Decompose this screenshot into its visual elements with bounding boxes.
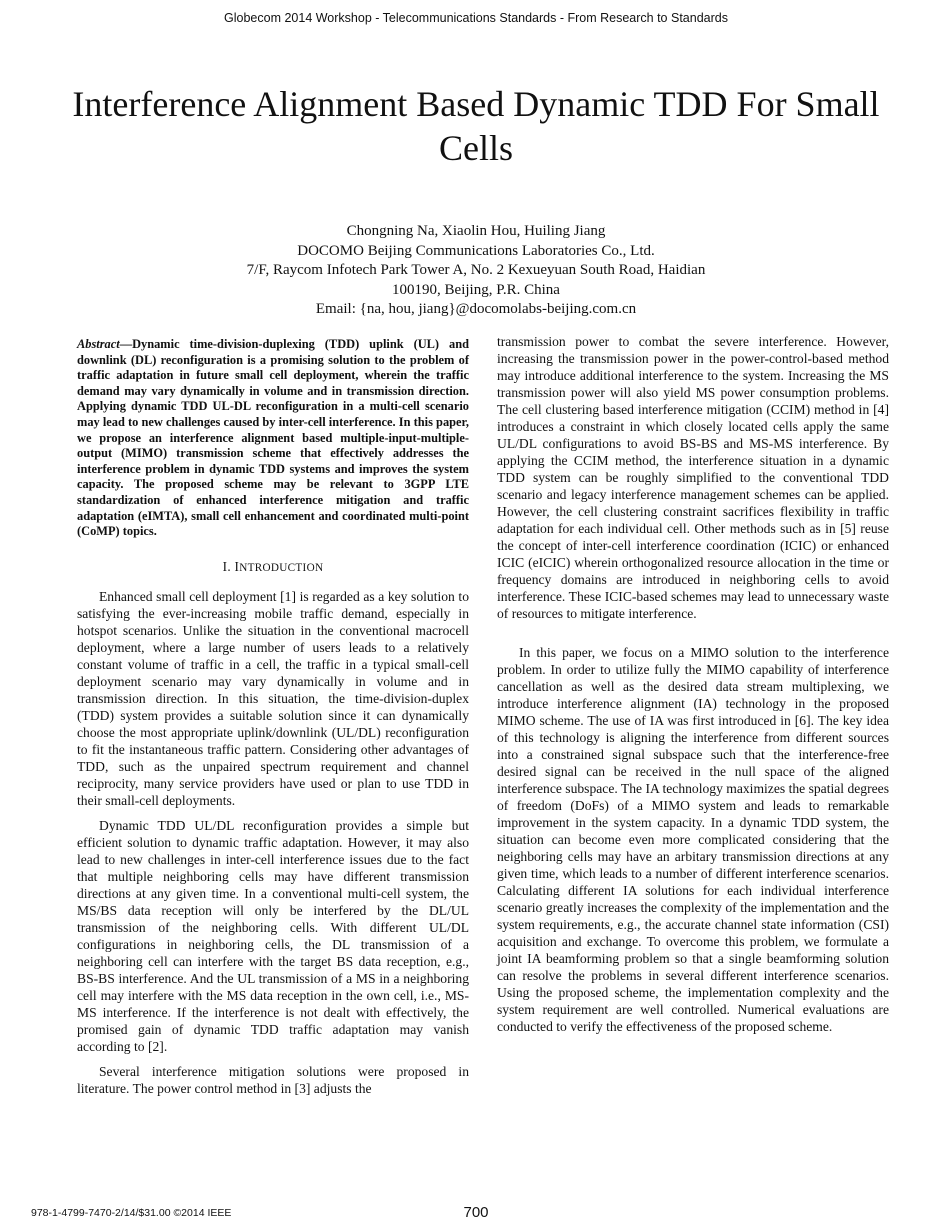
section-heading-introduction (77, 558, 469, 577)
running-header: Globecom 2014 Workshop - Telecommunications Standards - From Research to Standards (224, 11, 728, 25)
right-column (497, 333, 889, 1043)
author-block (100, 222, 852, 320)
paragraph-2: Dynamic TDD UL/DL reconfiguration provides a simple but efficient solution to dynamic traffic adaptation. However, it may also lead to new challenges in inter-cell interference issues due to the fact that multiple neighboring cells may have different transmission directions at any given time. In a conventional multi-cell system, the MS/BS data reception will only be interfered by the DL/UL transmission of the neighboring cells. With different UL/DL configurations in neighboring cells, the DL transmission of a neighboring cell can interfere with the target BS data reception, e.g., BS-BS interference. And the UL transmission of a MS in a neighboring cell may interfere with the MS data reception in the own cell, i.e., MS-MS interference. If the interference is not dealt with effectively, the promised gain of dynamic TDD traffic adaptation may vanish according to [2]. (77, 817, 469, 1054)
abstract (77, 337, 469, 540)
paragraph-3-continued: transmission power to combat the severe interference. However, increasing the transmission power in the power-control-based method may introduce additional interference to the system. Increasing the MS transmission power will also yield MS power consumption problems. The cell clustering based interference mitigation (CCIM) method in [4] introduces a constraint in which closely located cells apply the same UL/DL configurations to avoid BS-BS and MS-MS interference. By applying the CCIM method, the interference situation in a dynamic TDD system can be roughly simplified to the conventional TDD scenario and legacy interference management schemes can be applied. However, the cell clustering constraint sacrifices flexibility in traffic adaptation for each individual cell. Other methods such as in [5] reuse the concept of inter-cell interference coordination (ICIC) or enhanced ICIC (eICIC) wherein orthogonalized resource allocation in the time or frequency domains are introduced in neighboring cells to avoid interference. These ICIC-based schemes may lead to unnecessary waste of resources to mitigate interference. (497, 334, 889, 621)
page-number: 700 (463, 1204, 489, 1221)
section-numeral: I. (222, 558, 235, 574)
abstract-lead: Abstract (77, 337, 120, 351)
paper-title: Interference Alignment Based Dynamic TDD For Small Cells (72, 84, 880, 168)
affiliation: DOCOMO Beijing Communications Laboratories Co., Ltd. (297, 242, 655, 259)
address-line-1: 7/F, Raycom Infotech Park Tower A, No. 2 Kexueyuan South Road, Haidian (246, 262, 706, 278)
address-line-2: 100190, Beijing, P.R. China (392, 281, 560, 298)
section-initial: I (234, 558, 240, 574)
author-names: Chongning Na, Xiaolin Hou, Huiling Jiang (346, 223, 606, 239)
left-column (77, 337, 469, 1105)
abstract-text: —Dynamic time-division-duplexing (TDD) uplink (UL) and downlink (DL) reconfiguration is a promising solution to the problem of traffic adaptation in future small cell deployment, wherein the traffic demand may vary dynamically in volume and in transmission direction. Applying dynamic TDD UL-DL reconfiguration in a multi-cell scenario may lead to new challenges caused by inter-cell interference. In this paper, we propose an interference alignment based multiple-input-multiple-output (MIMO) transmission scheme that effectively addresses the interference problem in dynamic TDD systems and improves the system capacity. The proposed scheme may be relevant to 3GPP LTE standardization of enhanced interference mitigation and traffic adaptation (eIMTA), small cell enhancement and coordinated multi-point (CoMP) topics. (77, 337, 469, 539)
paragraph-4: In this paper, we focus on a MIMO solution to the interference problem. In order to utilize fully the MIMO capability of interference cancellation as well as the desired data stream multiplexing, we introduce interference alignment (IA) technology in the proposed MIMO scheme. The use of IA was first introduced in [6]. The key idea of this technology is aligning the interference from different sources into a constrained signal subspace such that the interference-free desired signal can be received in the null space of the aligned interference subspace. The IA technology maximizes the spatial degrees of freedom (DoFs) of a MIMO system and leads to remarkable improvement in the system capacity. In a dynamic TDD system, the situation can become even more complicated considering that the neighboring cells may have an arbitary transmission directions at any given time, which leads to a number of different interference scenarios. Calculating different IA solutions for each individual interference scenario greatly increases the complexity of the implementation and the system requirements, e.g., the accurate channel state information (CSI) acquisition and exchange. To overcome this problem, we formulate a joint IA beamforming problem so that a single beamforming solution can resolve the problems in several different interference scenarios. Using the proposed scheme, the implementation complexity and the system requirement are well controlled. Numerical evaluations are conducted to verify the effectiveness of the proposed scheme. (497, 645, 889, 1034)
paragraph-3: Several interference mitigation solutions were proposed in literature. The power control method in [3] adjusts the (77, 1063, 469, 1096)
copyright-notice: 978-1-4799-7470-2/14/$31.00 ©2014 IEEE (31, 1207, 232, 1219)
section-title-rest: NTRODUCTION (239, 561, 324, 574)
paragraph-1: Enhanced small cell deployment [1] is regarded as a key solution to satisfying the ever-increasing mobile traffic demand, especially in hotspot scenarios. Unlike the situation in the conventional macrocell deployment, where a large number of users leads to a relatively constant volume of traffic in a cell, the traffic in a typical small-cell deployment scenario may vary dynamically in volume and in transmission direction. In this situation, the time-division-duplex (TDD) system provides a suitable solution since it can dynamically choose the most appropriate uplink/downlink (UL/DL) reconfiguration to fit the instantaneous traffic pattern. Considering other advantages of TDD, such as the unpaired spectrum requirement and channel reciprocity, many service providers have used or plan to use TDD in their small-cell deployments. (77, 588, 469, 808)
email-line: Email: {na, hou, jiang}@docomolabs-beijing.com.cn (315, 301, 637, 317)
